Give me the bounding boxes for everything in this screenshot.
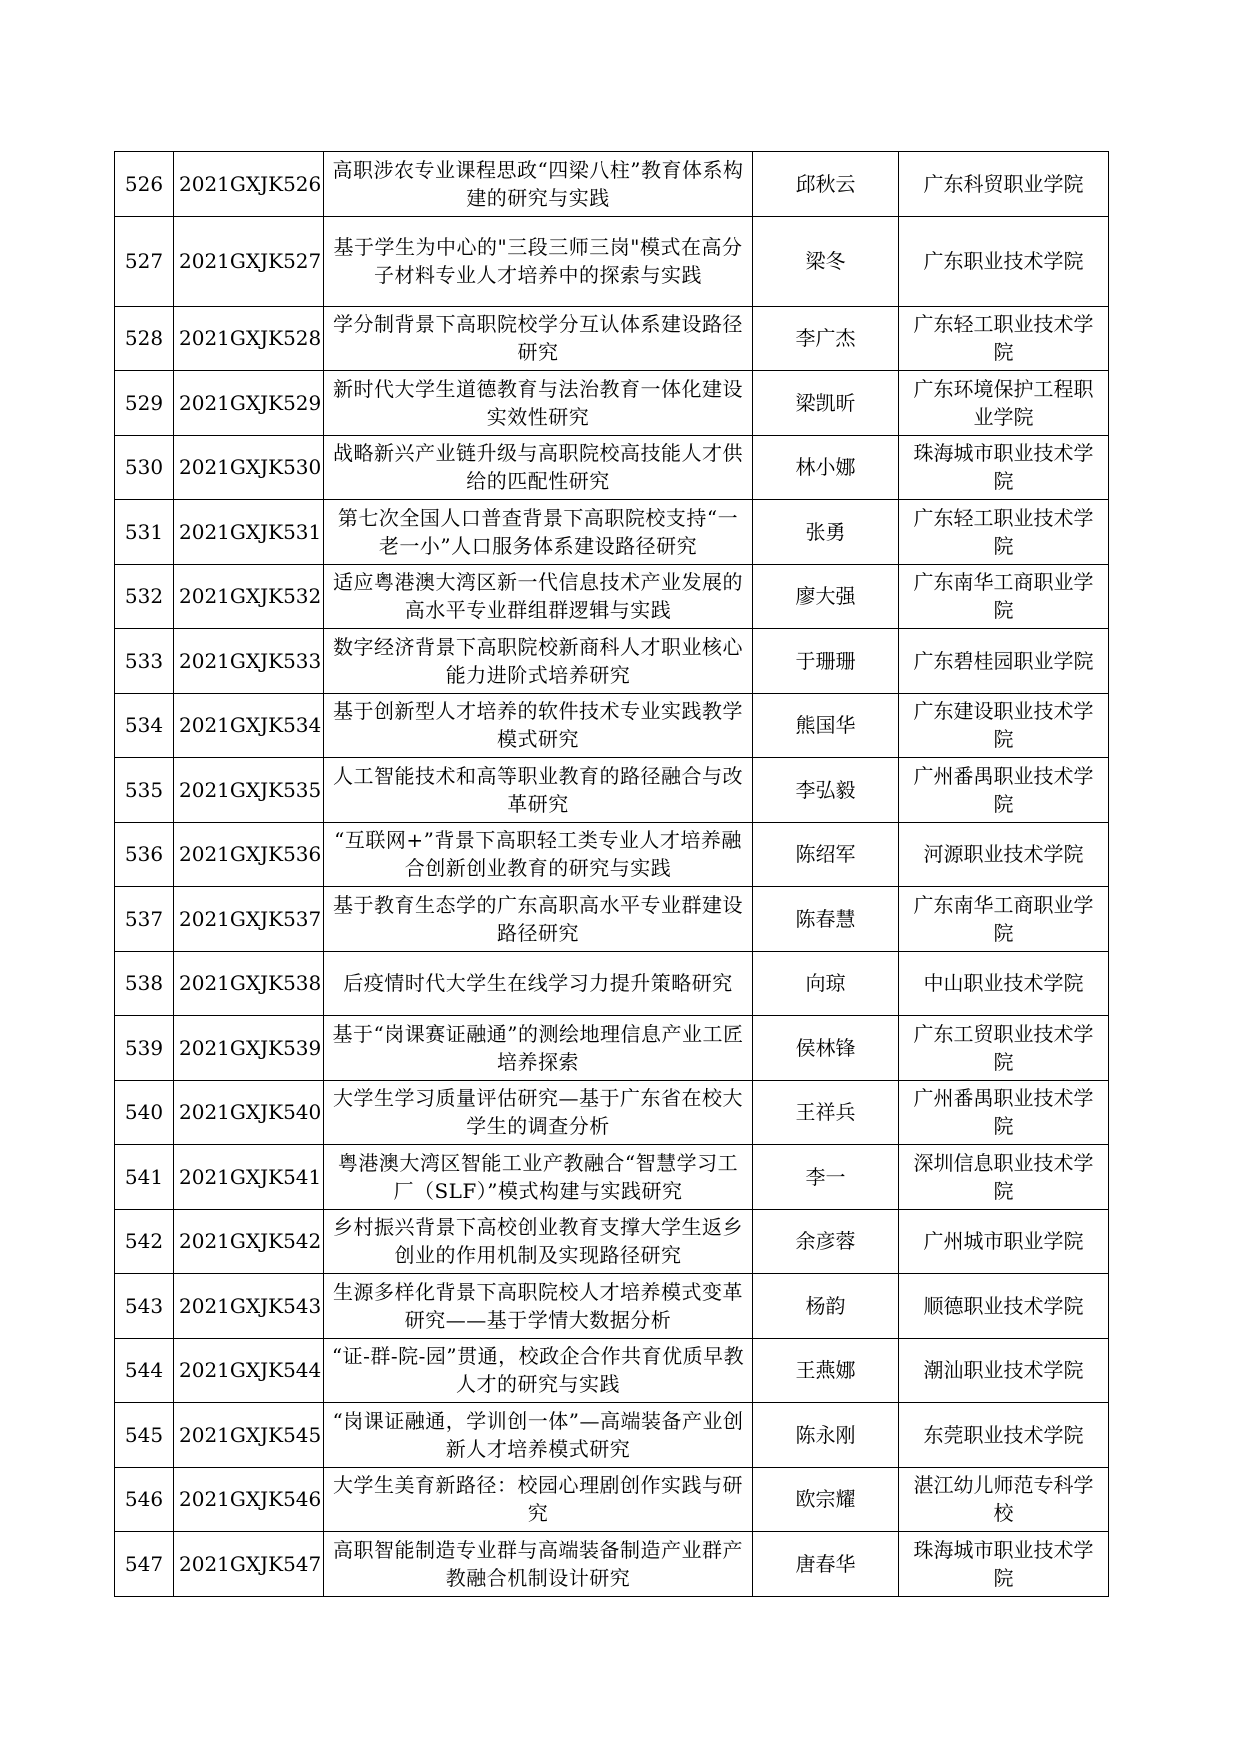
institution: 广东建设职业技术学院 <box>899 693 1109 758</box>
table-row <box>115 371 1109 436</box>
project-leader: 邱秋云 <box>753 152 899 217</box>
project-leader: 杨韵 <box>753 1274 899 1339</box>
institution: 广州番禺职业技术学院 <box>899 758 1109 823</box>
project-code: 2021GXJK528 <box>174 306 324 371</box>
project-leader: 梁凯昕 <box>753 371 899 436</box>
project-leader: 李广杰 <box>753 306 899 371</box>
row-number: 527 <box>115 216 174 306</box>
project-code: 2021GXJK543 <box>174 1274 324 1339</box>
row-number: 543 <box>115 1274 174 1339</box>
row-number: 545 <box>115 1403 174 1468</box>
institution: 广东轻工职业技术学院 <box>899 306 1109 371</box>
row-number: 536 <box>115 822 174 887</box>
project-title: 大学生学习质量评估研究—基于广东省在校大学生的调查分析 <box>324 1080 753 1145</box>
project-title: 战略新兴产业链升级与高职院校高技能人才供给的匹配性研究 <box>324 435 753 500</box>
institution: 湛江幼儿师范专科学校 <box>899 1467 1109 1532</box>
project-title: 高职智能制造专业群与高端装备制造产业群产教融合机制设计研究 <box>324 1532 753 1597</box>
project-leader: 王祥兵 <box>753 1080 899 1145</box>
table-row <box>115 306 1109 371</box>
project-title: 高职涉农专业课程思政“四梁八柱”教育体系构建的研究与实践 <box>324 152 753 217</box>
row-number: 526 <box>115 152 174 217</box>
table-row <box>115 951 1109 1016</box>
project-code: 2021GXJK532 <box>174 564 324 629</box>
project-leader: 陈绍军 <box>753 822 899 887</box>
project-leader: 梁冬 <box>753 216 899 306</box>
table-row <box>115 693 1109 758</box>
project-title: 数字经济背景下高职院校新商科人才职业核心能力进阶式培养研究 <box>324 629 753 694</box>
row-number: 541 <box>115 1145 174 1210</box>
row-number: 529 <box>115 371 174 436</box>
project-leader: 廖大强 <box>753 564 899 629</box>
project-code: 2021GXJK545 <box>174 1403 324 1468</box>
project-code: 2021GXJK541 <box>174 1145 324 1210</box>
project-leader: 唐春华 <box>753 1532 899 1597</box>
project-code: 2021GXJK544 <box>174 1338 324 1403</box>
table-row <box>115 1016 1109 1081</box>
project-leader: 林小娜 <box>753 435 899 500</box>
institution: 顺德职业技术学院 <box>899 1274 1109 1339</box>
institution: 深圳信息职业技术学院 <box>899 1145 1109 1210</box>
project-title: 后疫情时代大学生在线学习力提升策略研究 <box>324 951 753 1016</box>
project-code: 2021GXJK529 <box>174 371 324 436</box>
table-row <box>115 1209 1109 1274</box>
project-title: 第七次全国人口普查背景下高职院校支持“一老一小”人口服务体系建设路径研究 <box>324 500 753 565</box>
table-row <box>115 500 1109 565</box>
project-code: 2021GXJK535 <box>174 758 324 823</box>
institution: 广东工贸职业技术学院 <box>899 1016 1109 1081</box>
row-number: 547 <box>115 1532 174 1597</box>
institution: 河源职业技术学院 <box>899 822 1109 887</box>
project-code: 2021GXJK530 <box>174 435 324 500</box>
table-row <box>115 1467 1109 1532</box>
table-row <box>115 1532 1109 1597</box>
institution: 潮汕职业技术学院 <box>899 1338 1109 1403</box>
project-title: 基于“岗课赛证融通”的测绘地理信息产业工匠培养探索 <box>324 1016 753 1081</box>
project-title: “岗课证融通，学训创一体”—高端装备产业创新人才培养模式研究 <box>324 1403 753 1468</box>
table-row <box>115 1338 1109 1403</box>
project-code: 2021GXJK546 <box>174 1467 324 1532</box>
project-code: 2021GXJK542 <box>174 1209 324 1274</box>
project-title: 基于教育生态学的广东高职高水平专业群建设路径研究 <box>324 887 753 952</box>
project-code: 2021GXJK536 <box>174 822 324 887</box>
institution: 中山职业技术学院 <box>899 951 1109 1016</box>
project-title: “互联网+”背景下高职轻工类专业人才培养融合创新创业教育的研究与实践 <box>324 822 753 887</box>
institution: 珠海城市职业技术学院 <box>899 435 1109 500</box>
row-number: 544 <box>115 1338 174 1403</box>
institution: 广东职业技术学院 <box>899 216 1109 306</box>
project-title: 基于创新型人才培养的软件技术专业实践教学模式研究 <box>324 693 753 758</box>
institution: 广东轻工职业技术学院 <box>899 500 1109 565</box>
institution: 广州城市职业学院 <box>899 1209 1109 1274</box>
project-code: 2021GXJK540 <box>174 1080 324 1145</box>
table-row <box>115 887 1109 952</box>
project-title: 学分制背景下高职院校学分互认体系建设路径研究 <box>324 306 753 371</box>
row-number: 542 <box>115 1209 174 1274</box>
row-number: 539 <box>115 1016 174 1081</box>
row-number: 546 <box>115 1467 174 1532</box>
row-number: 530 <box>115 435 174 500</box>
table-row <box>115 564 1109 629</box>
institution: 广东南华工商职业学院 <box>899 887 1109 952</box>
institution: 广州番禺职业技术学院 <box>899 1080 1109 1145</box>
table-row <box>115 1403 1109 1468</box>
table-row <box>115 1274 1109 1339</box>
row-number: 535 <box>115 758 174 823</box>
table-row <box>115 435 1109 500</box>
project-leader: 熊国华 <box>753 693 899 758</box>
row-number: 540 <box>115 1080 174 1145</box>
project-leader: 李弘毅 <box>753 758 899 823</box>
institution: 广东碧桂园职业学院 <box>899 629 1109 694</box>
project-title: 粤港澳大湾区智能工业产教融合“智慧学习工厂（SLF）”模式构建与实践研究 <box>324 1145 753 1210</box>
project-code: 2021GXJK531 <box>174 500 324 565</box>
project-code: 2021GXJK537 <box>174 887 324 952</box>
project-leader: 欧宗耀 <box>753 1467 899 1532</box>
institution: 广东南华工商职业学院 <box>899 564 1109 629</box>
project-title: 新时代大学生道德教育与法治教育一体化建设实效性研究 <box>324 371 753 436</box>
row-number: 538 <box>115 951 174 1016</box>
institution: 东莞职业技术学院 <box>899 1403 1109 1468</box>
row-number: 528 <box>115 306 174 371</box>
project-leader: 侯林锋 <box>753 1016 899 1081</box>
project-code: 2021GXJK539 <box>174 1016 324 1081</box>
project-leader: 余彦蓉 <box>753 1209 899 1274</box>
row-number: 532 <box>115 564 174 629</box>
project-leader: 陈永刚 <box>753 1403 899 1468</box>
table-row <box>115 822 1109 887</box>
project-title: 人工智能技术和高等职业教育的路径融合与改革研究 <box>324 758 753 823</box>
project-code: 2021GXJK526 <box>174 152 324 217</box>
project-title: 生源多样化背景下高职院校人才培养模式变革研究——基于学情大数据分析 <box>324 1274 753 1339</box>
project-leader: 王燕娜 <box>753 1338 899 1403</box>
project-code: 2021GXJK527 <box>174 216 324 306</box>
row-number: 534 <box>115 693 174 758</box>
project-leader: 陈春慧 <box>753 887 899 952</box>
row-number: 537 <box>115 887 174 952</box>
institution: 广东科贸职业学院 <box>899 152 1109 217</box>
project-leader: 于珊珊 <box>753 629 899 694</box>
table-row <box>115 216 1109 306</box>
project-title: 基于学生为中心的"三段三师三岗"模式在高分子材料专业人才培养中的探索与实践 <box>324 216 753 306</box>
project-code: 2021GXJK533 <box>174 629 324 694</box>
project-code: 2021GXJK547 <box>174 1532 324 1597</box>
table-row <box>115 1145 1109 1210</box>
table-row <box>115 1080 1109 1145</box>
institution: 广东环境保护工程职业学院 <box>899 371 1109 436</box>
project-code: 2021GXJK534 <box>174 693 324 758</box>
project-leader: 李一 <box>753 1145 899 1210</box>
project-title: 适应粤港澳大湾区新一代信息技术产业发展的高水平专业群组群逻辑与实践 <box>324 564 753 629</box>
project-leader: 张勇 <box>753 500 899 565</box>
project-title: “证-群-院-园”贯通，校政企合作共育优质早教人才的研究与实践 <box>324 1338 753 1403</box>
project-title: 乡村振兴背景下高校创业教育支撑大学生返乡创业的作用机制及实现路径研究 <box>324 1209 753 1274</box>
table-row <box>115 758 1109 823</box>
table-row <box>115 152 1109 217</box>
project-leader: 向琼 <box>753 951 899 1016</box>
project-title: 大学生美育新路径：校园心理剧创作实践与研究 <box>324 1467 753 1532</box>
table-row <box>115 629 1109 694</box>
project-code: 2021GXJK538 <box>174 951 324 1016</box>
row-number: 531 <box>115 500 174 565</box>
institution: 珠海城市职业技术学院 <box>899 1532 1109 1597</box>
row-number: 533 <box>115 629 174 694</box>
project-table <box>114 151 1109 1597</box>
